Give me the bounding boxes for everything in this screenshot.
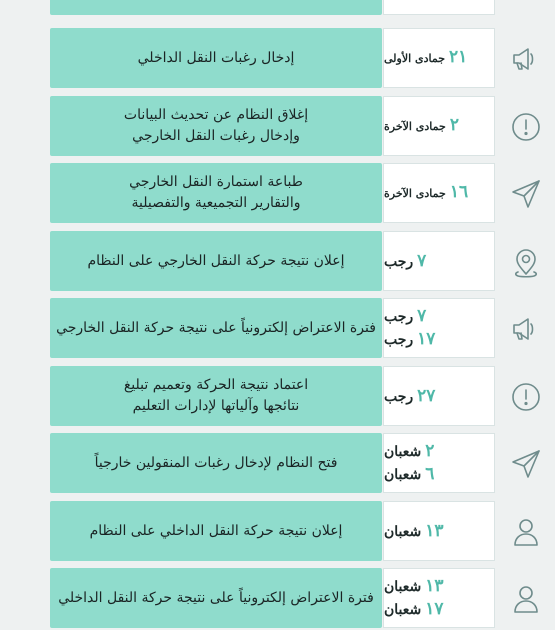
event-text: فتح النظام لإدخال رغبات المنقولين خارجياً — [94, 454, 338, 471]
event-text: فترة الاعتراض إلكترونياً على نتيجة حركة النقل الخارجي — [56, 319, 376, 336]
timeline-row — [0, 0, 555, 17]
date-card — [383, 568, 495, 628]
date-day-number: ٢ — [449, 115, 459, 135]
date-card — [383, 298, 495, 358]
event-text: نتائجها وآلياتها لإدارات التعليم — [132, 398, 300, 414]
date-line — [384, 250, 426, 273]
event-text: إعلان نتيجة حركة النقل الداخلي على النظام — [89, 522, 343, 539]
megaphone-icon — [496, 298, 555, 360]
date-month-name: جمادى الأولى — [384, 52, 446, 65]
date-card — [383, 28, 495, 88]
date-card — [383, 501, 495, 561]
event-text: إدخال رغبات النقل الداخلي — [137, 49, 295, 66]
date-line — [384, 181, 468, 205]
date-line — [384, 520, 444, 543]
date-month-name: شعبان — [384, 602, 422, 618]
date-card — [383, 0, 495, 15]
date-day-number: ١٧ — [425, 599, 444, 619]
event-card — [50, 366, 382, 426]
date-day-number: ٧ — [417, 250, 427, 271]
date-day-number: ١٣ — [425, 520, 444, 541]
date-day-number: ٢ — [425, 441, 435, 461]
date-month-name: جمادى الآخرة — [384, 187, 446, 200]
date-card — [383, 366, 495, 426]
date-day-number: ٧ — [417, 306, 427, 326]
date-day-number: ١٦ — [449, 182, 469, 202]
date-line — [384, 46, 467, 70]
user-icon — [496, 568, 555, 630]
alert-circle-icon — [496, 96, 555, 158]
timeline-row — [0, 28, 555, 90]
date-month-name: رجب — [384, 253, 414, 270]
send-icon — [496, 163, 555, 225]
event-text: فترة الاعتراض إلكترونياً على نتيجة حركة النقل الداخلي — [58, 589, 374, 606]
date-line — [384, 598, 444, 621]
timeline-row — [0, 366, 555, 428]
date-card — [383, 231, 495, 291]
alert-circle-icon — [496, 366, 555, 428]
event-card — [50, 28, 382, 88]
event-text: طباعة استمارة النقل الخارجي — [129, 174, 303, 190]
date-month-name: جمادى الآخرة — [384, 120, 446, 133]
date-line — [384, 575, 444, 598]
date-month-name: رجب — [384, 332, 414, 348]
event-text: وإدخال رغبات النقل الخارجي — [132, 128, 300, 144]
date-day-number: ٦ — [425, 464, 435, 484]
timeline-row — [0, 298, 555, 360]
timeline-row — [0, 433, 555, 495]
date-month-name: شعبان — [384, 444, 422, 460]
date-card — [383, 163, 495, 223]
event-text: إغلاق النظام عن تحديث البيانات — [123, 107, 309, 123]
event-card — [50, 501, 382, 561]
send-icon — [496, 433, 555, 495]
event-text: اعتماد نتيجة الحركة وتعميم تبليغ — [123, 377, 309, 393]
event-card — [50, 163, 382, 223]
event-card — [50, 231, 382, 291]
timeline-row — [0, 568, 555, 630]
event-card — [50, 96, 382, 156]
date-line — [384, 305, 426, 328]
date-month-name: شعبان — [384, 467, 422, 483]
date-line — [384, 440, 434, 463]
date-line — [384, 328, 435, 351]
date-day-number: ٢٧ — [417, 385, 436, 406]
event-card — [50, 433, 382, 493]
timeline-row — [0, 96, 555, 158]
date-day-number: ٢١ — [449, 47, 468, 67]
date-day-number: ١٧ — [417, 329, 436, 349]
date-card — [383, 433, 495, 493]
event-card — [50, 568, 382, 628]
event-card — [50, 0, 382, 15]
map-pin-icon — [496, 231, 555, 293]
megaphone-icon — [496, 28, 555, 90]
date-line — [384, 463, 434, 486]
date-month-name: شعبان — [384, 523, 422, 540]
date-line — [384, 114, 459, 138]
event-text: إعلان نتيجة حركة النقل الخارجي على النظام — [87, 252, 345, 269]
date-month-name: شعبان — [384, 579, 422, 595]
date-card — [383, 96, 495, 156]
date-month-name: رجب — [384, 309, 414, 325]
date-month-name: رجب — [384, 388, 414, 405]
user-icon — [496, 501, 555, 563]
date-day-number: ١٣ — [425, 576, 444, 596]
date-line — [384, 385, 435, 408]
timeline-row — [0, 501, 555, 563]
event-card — [50, 298, 382, 358]
event-text: والتقارير التجميعية والتفصيلية — [131, 195, 301, 211]
megaphone-icon — [496, 0, 555, 17]
timeline-row — [0, 163, 555, 225]
timeline-row — [0, 231, 555, 293]
